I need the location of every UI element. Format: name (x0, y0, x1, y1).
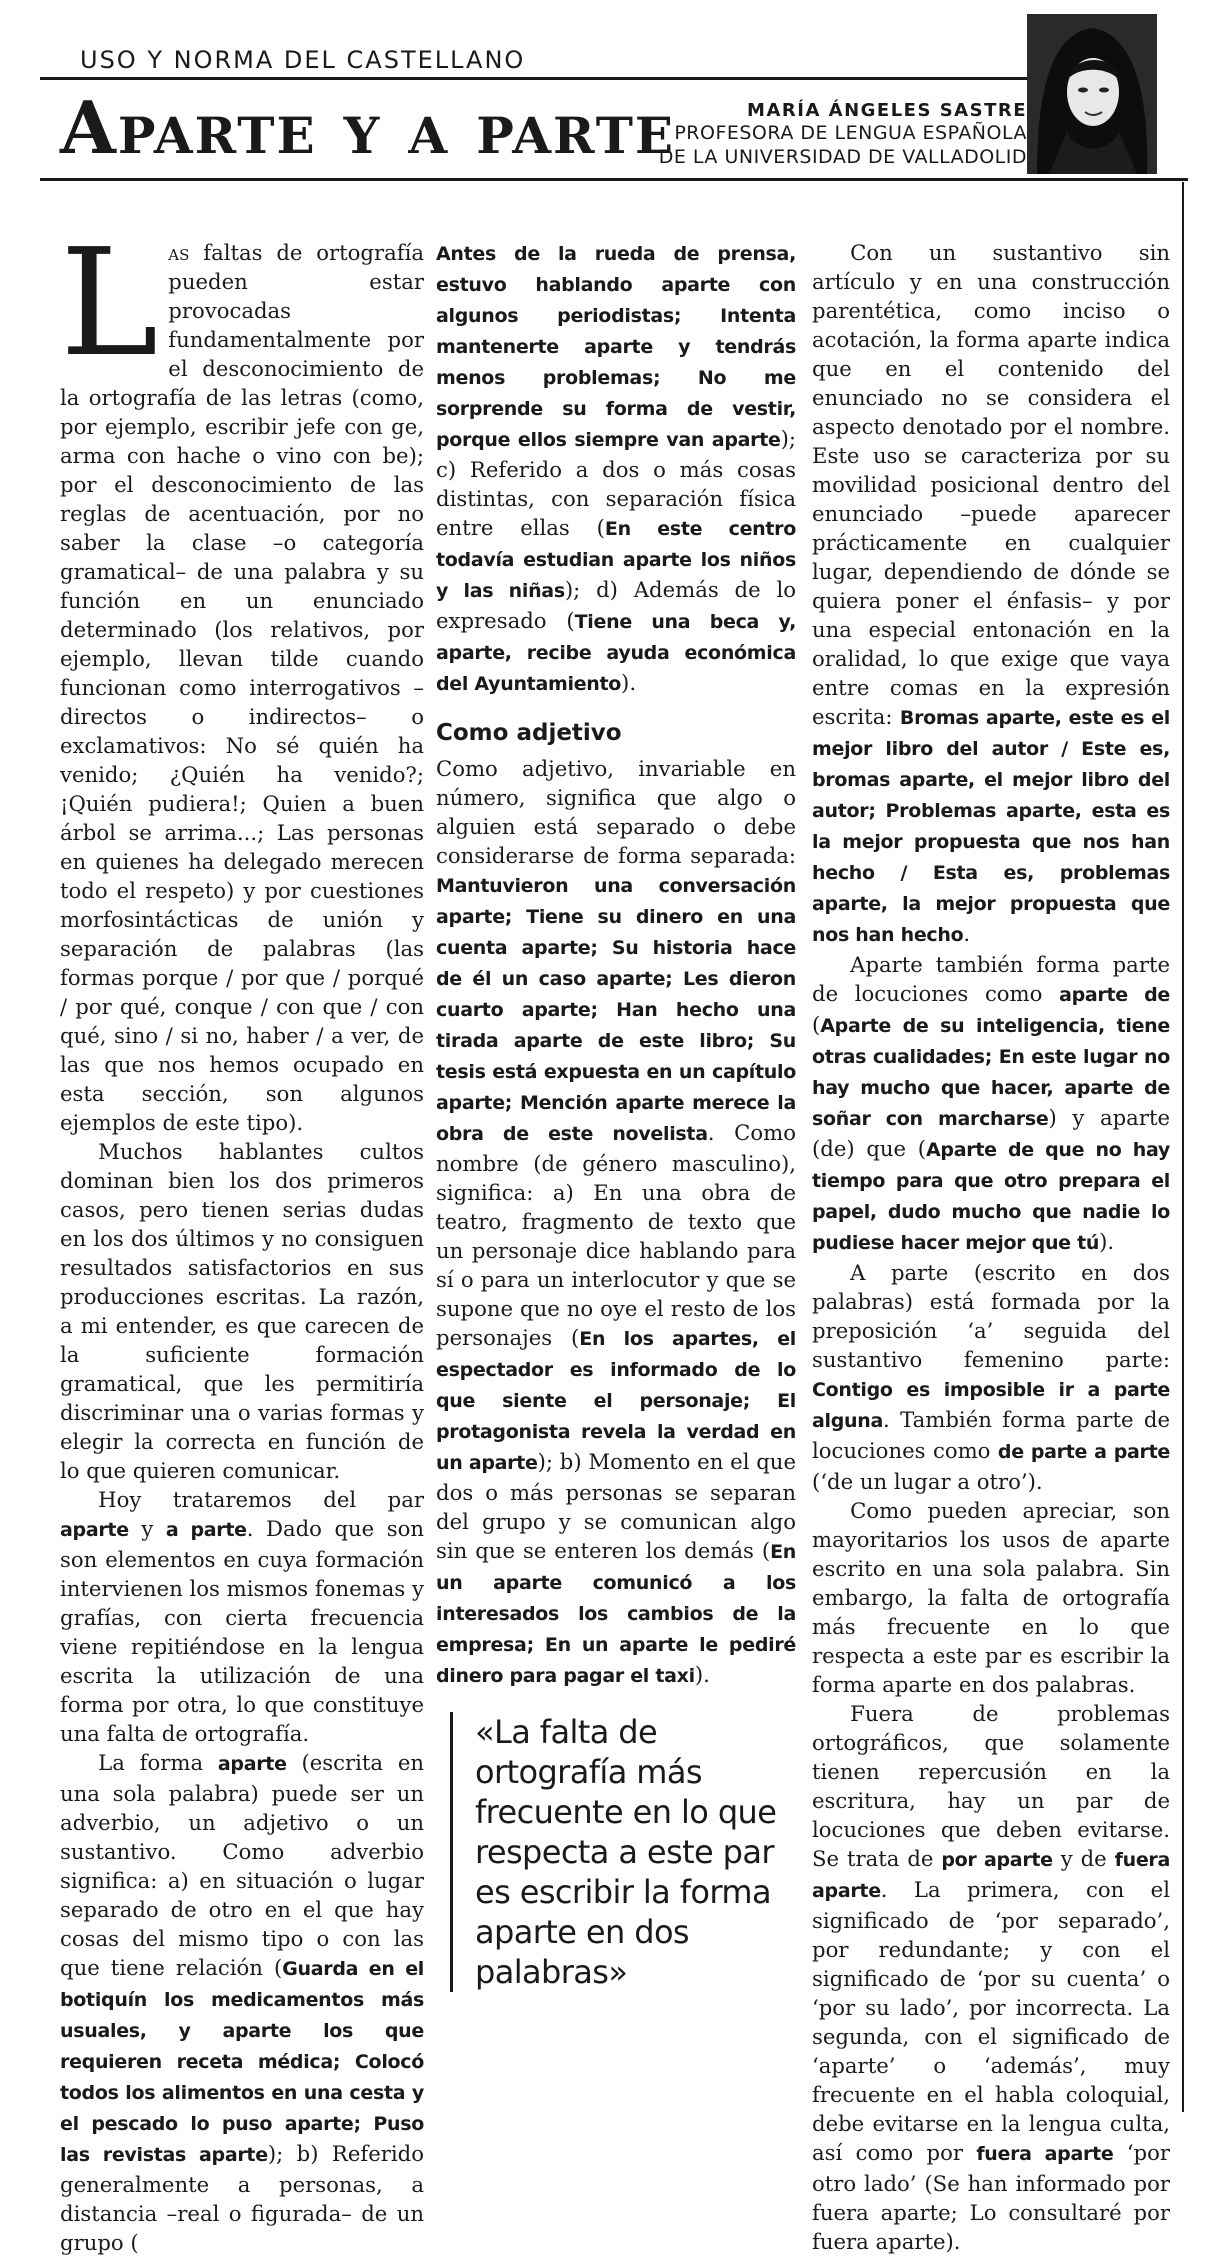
paragraph: Como pueden apreciar, son mayoritarios los usos de aparte escrito en una sola palabra. Sin embargo, la falta de ortografía más frecuente en lo que respecta a este par es escribir la forma aparte en dos palabras. (812, 1498, 1170, 1697)
paragraph: Aparte también forma parte de locuciones como aparte de (Aparte de su inteligencia, tiene otras cualidades; En este lugar no hay mucho que hacer, aparte de soñar con marcharse) y aparte (de) que (Aparte de que no hay tiempo para que otro prepara el papel, dudo mucho que nadie lo pudiese hacer mejor que tú). (812, 952, 1170, 1254)
article-column-1 (60, 217, 425, 2257)
article-column-3 (812, 238, 1170, 2256)
section-label: USO Y NORMA DEL CASTELLANO (80, 46, 526, 74)
section-bar (40, 40, 1040, 80)
paragraph: Fuera de problemas ortográficos, que solamente tienen repercusión en la escritura, hay un par de locuciones que deben evitarse. Se trata de por aparte y de fuera aparte. La primera, con el significado de ‘por separado’, por redundante; y con el significado de ‘por su cuenta’ o ‘por su lado’, por incorrecta. La segunda, con el significado de ‘aparte’ o ‘además’, muy frecuente en el habla coloquial, debe evitarse en la lengua culta, así como por fuera aparte ‘por otro lado’ (Se han informado por fuera aparte; Lo consultaré por fuera aparte). (812, 1701, 1171, 2254)
author-role-line1: PROFESORA DE LENGUA ESPAÑOLA (674, 122, 1027, 144)
paragraph: Antes de la rueda de prensa, estuvo hablando aparte con algunos periodistas; Intenta mantenerte aparte y tendrás menos problemas; No me sorprende su forma de vestir, porque ellos siempre van aparte); c) Referido a dos o más cosas distintas, con separación física entre ellas (En este centro todavía estudian aparte los niños y las niñas); d) Además de lo expresado (Tiene una beca y, aparte, recibe ayuda económica del Ayuntamiento). (436, 243, 797, 695)
drop-cap: L (60, 217, 159, 389)
header-rule (40, 178, 1188, 181)
pull-quote: «La falta de ortografía más frecuente en lo que respecta a este par es escribir la forma aparte en dos palabras» (450, 1712, 796, 1992)
paragraph: Como adjetivo, invariable en número, significa que algo o alguien está separado o debe considerarse de forma separada: Mantuvieron una conversación aparte; Tiene su dinero en una cuenta aparte; Su historia hace de él un caso aparte; Les dieron cuarto aparte; Han hecho una tirada aparte de este libro; Su tesis está expuesta en un capítulo aparte; Mención aparte merece la obra de este novelista. Como nombre (de género masculino), significa: a) En una obra de teatro, fragmento de texto que un personaje dice hablando para sí o para un interlocutor y que se supone que no oye el resto de los personajes (En los apartes, el espectador es informado de lo que siente el personaje; El protagonista revela la verdad en un aparte); b) Momento en el que dos o más personas se separan del grupo y se comunican algo sin que se enteren los demás (En un aparte comunicó a los interesados los cambios de la empresa; En un aparte le pediré dinero para pagar el taxi). (436, 756, 796, 1687)
author-role-line2: DE LA UNIVERSIDAD DE VALLADOLID (658, 146, 1027, 168)
subheading: Como adjetivo (436, 720, 622, 746)
author-name: MARÍA ÁNGELES SASTRE (747, 100, 1027, 121)
paragraph: Hoy trataremos del par aparte y a parte. Dado que son son elementos en cuya formación intervienen los mismos fonemas y grafías, con cierta frecuencia viene repitiéndose en la lengua escrita la utilización de una forma por otra, lo que constituye una falta de ortografía. (60, 1487, 424, 1746)
author-block (659, 100, 1027, 169)
paragraph: Las faltas de ortografía pueden estar provocadas fundamentalmente por el desconocimiento de la ortografía de las letras (como, por ejemplo, escribir jefe con ge, arma con hache o vino con be); por el desconocimiento de las reglas de acentuación, por no saber la clase –o categoría gramatical– de una palabra y su función en un enunciado determinado (los relativos, por ejemplo, llevan tilde cuando funcionan como interrogativos –directos o indirectos– o exclamativos: No sé quién ha venido; ¿Quién ha venido?; ¡Quién pudiera!; Quien a buen árbol se arrima...; Las personas en quienes ha delegado merecen todo el respeto) y por cuestiones morfosintácticas de unión y separación de palabras (las formas porque / por que / porqué / por qué, conque / con que / con qué, sino / si no, haber / a ver, de las que nos hemos ocupado en esta sección, son algunos ejemplos de este tipo). (60, 217, 424, 1135)
column-rule (1182, 182, 1184, 2112)
paragraph: A parte (escrito en dos palabras) está formada por la preposición ‘a’ seguida del sustantivo femenino parte: Contigo es imposible ir a parte alguna. También forma parte de locuciones como de parte a parte (‘de un lugar a otro’). (812, 1260, 1170, 1494)
paragraph: Muchos hablantes cultos dominan bien los dos primeros casos, pero tienen serias dudas en los dos últimos y no consiguen resultados satisfactorios en sus producciones escritas. La razón, a mi entender, es que carecen de la suficiente formación gramatical, que les permitiría discriminar una o varias formas y elegir la correcta en función de lo que quieren comunicar. (60, 1139, 424, 1483)
paragraph: Con un sustantivo sin artículo y en una construcción parentética, como inciso o acotación, la forma aparte indica que en el contenido del enunciado no se considera el aspecto denotado por el nombre. Este uso se caracteriza por su movilidad posicional dentro del enunciado –puede aparecer prácticamente en cualquier lugar, dependiendo de dónde se quiera poner el énfasis– y por una especial entonación en la oralidad, lo que exige que vaya entre comas en la expresión escrita: Bromas aparte, este es el mejor libro del autor / Este es, bromas aparte, el mejor libro del autor; Problemas aparte, esta es la mejor propuesta que nos han hecho / Esta es, problemas aparte, la mejor propuesta que nos han hecho. (812, 240, 1170, 946)
paragraph: La forma aparte (escrita en una sola palabra) puede ser un adverbio, un adjetivo o un sustantivo. Como adverbio significa: a) en situación o lugar separado de otro en el que hay cosas del mismo tipo o con las que tiene relación (Guarda en el botiquín los medicamentos más usuales, y aparte los que requieren receta médica; Colocó todos los alimentos en una cesta y el pescado lo puso aparte; Puso las revistas aparte); b) Referido generalmente a personas, a distancia –real o figurada– de un grupo ( (60, 1750, 425, 2255)
author-photo (1027, 14, 1157, 174)
article-column-2 (436, 238, 796, 1691)
headline: Aparte y a parte (60, 85, 676, 170)
